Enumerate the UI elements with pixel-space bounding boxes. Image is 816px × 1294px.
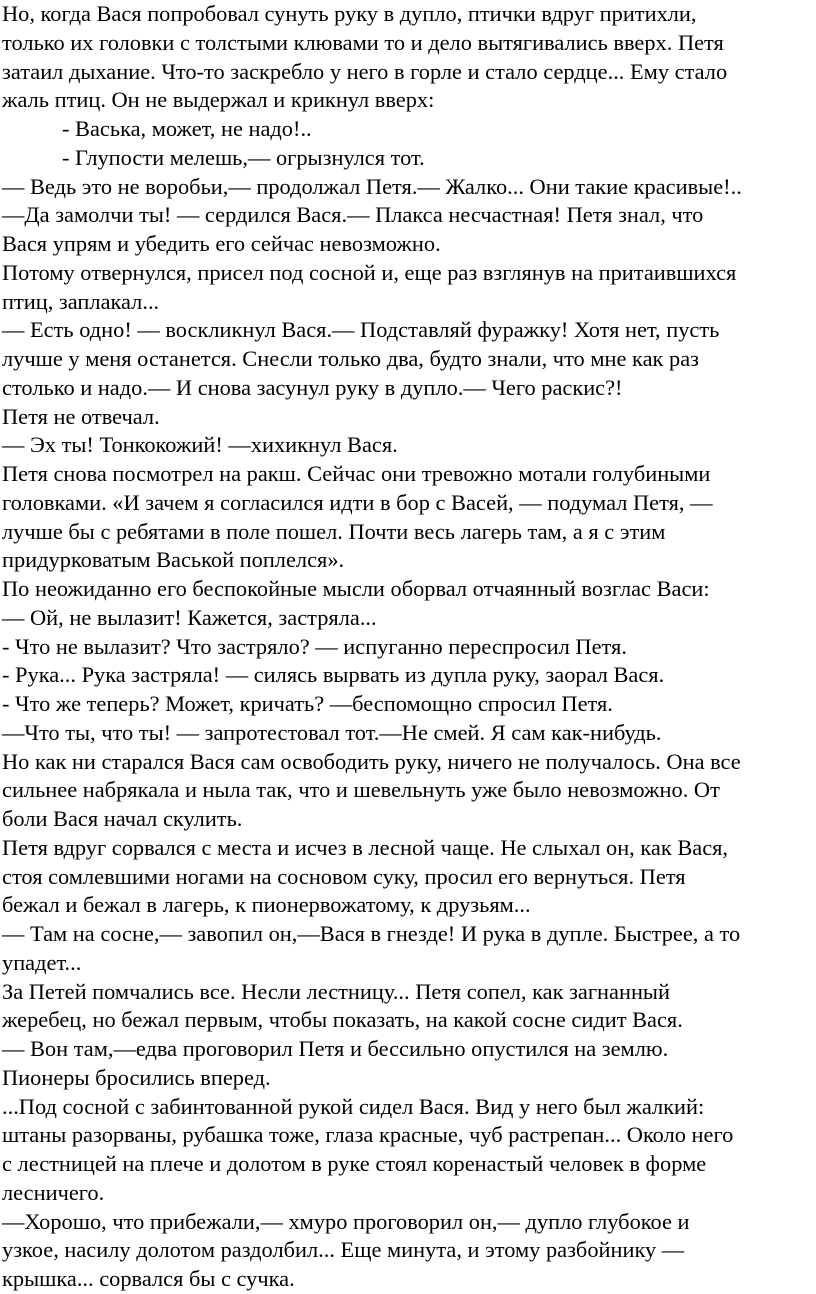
text-line-37: — Вон там,—едва проговорил Петя и бессильно опустился на землю. [2, 1036, 669, 1061]
text-line-34: упадет... [2, 949, 82, 975]
text-line-20: придурковатым Васькой поплелся». [2, 547, 345, 573]
text-line-45: крышка... сорвался бы с сучка. [2, 1266, 295, 1291]
text-line-40: штаны разорваны, рубашка тоже, глаза красные, чуб растрепан... Около него [2, 1122, 734, 1148]
text-line-10: Потому отвернулся, присел под сосной и, еще раз взглянув на притаившихся [2, 259, 737, 285]
text-line-3: затаил дыхание. Что-то заскребло у него в горле и стало сердце... Ему стало [2, 58, 728, 84]
text-line-31: стоя сомлевшими ногами на сосновом суку, просил его вернуться. Петя [2, 863, 686, 889]
text-line-30: Петя вдруг сорвался с места и исчез в лесной чаще. Не слыхал он, как Вася, [2, 834, 729, 860]
text-line-29: боли Вася начал скулить. [2, 806, 243, 831]
text-line-4: жаль птиц. Он не выдержал и крикнул вверх: [2, 87, 435, 113]
text-line-23: - Что не вылазит? Что застряло? — испуганно переспросил Петя. [2, 633, 627, 659]
text-line-32: бежал и бежал в лагерь, к пионервожатому, к друзьям... [2, 892, 531, 918]
text-line-5: - Васька, может, не надо!.. [62, 116, 312, 141]
text-line-18: головками. «И зачем я согласился идти в бор с Васей, — подумал Петя, — [2, 489, 713, 515]
text-line-43: —Хорошо, что прибежали,— хмуро проговорил он,— дупло глубокое и [2, 1208, 690, 1234]
text-line-21: По неожиданно его беспокойные мысли оборвал отчаянный возглас Васи: [2, 576, 710, 601]
text-line-24: - Рука... Рука застряла! — силясь вырвать из дупла руку, заорал Вася. [2, 662, 665, 688]
text-line-8: —Да замолчи ты! — сердился Вася.— Плакса несчастная! Петя знал, что [2, 202, 704, 228]
text-line-7: — Ведь это не воробьи,— продолжал Петя.— Жалко... Они такие красивые!.. [2, 173, 742, 199]
text-line-14: столько и надо.— И снова засунул руку в дупло.— Чего раскис?! [2, 374, 623, 400]
text-line-44: узкое, насилу долотом раздолбил... Еще минута, и этому разбойнику — [2, 1237, 685, 1263]
text-line-35: За Петей помчались все. Несли лестницу... Петя сопел, как загнанный [2, 978, 670, 1004]
text-line-12: — Есть одно! — воскликнул Вася.— Подставляй фуражку! Хотя нет, пусть [2, 317, 720, 343]
document-page [2, 0, 814, 1294]
text-line-15: Петя не отвечал. [2, 403, 160, 429]
text-line-22: — Ой, не вылазит! Кажется, застряла... [2, 604, 377, 630]
text-line-1: Но, когда Вася попробовал сунуть руку в дупло, птички вдруг притихли, [2, 1, 697, 26]
text-line-13: лучше у меня останется. Снесли только два, будто знали, что мне как раз [2, 346, 699, 371]
text-line-16: — Эх ты! Тонкокожий! —хихикнул Вася. [2, 432, 398, 458]
text-line-28: сильнее набрякала и ныла так, что и шевельнуть уже было невозможно. От [2, 777, 720, 803]
text-line-11: птиц, заплакал... [2, 288, 160, 314]
text-line-25: - Что же теперь? Может, кричать? —беспомощно спросил Петя. [2, 691, 613, 716]
text-line-36: жеребец, но бежал первым, чтобы показать, на какой сосне сидит Вася. [2, 1007, 683, 1033]
text-line-39: ...Под сосной с забинтованной рукой сидел Вася. Вид у него был жалкий: [2, 1093, 705, 1119]
text-line-27: Но как ни старался Вася сам освободить руку, ничего не получалось. Она все [2, 748, 741, 774]
text-line-26: —Что ты, что ты! — запротестовал тот.—Не смей. Я сам как-нибудь. [2, 719, 662, 745]
text-line-19: лучше бы с ребятами в поле пошел. Почти весь лагерь там, а я с этим [2, 518, 666, 544]
text-line-41: с лестницей на плече и долотом в руке стоял коренастый человек в форме [2, 1151, 707, 1176]
text-line-33: — Там на сосне,— завопил он,—Вася в гнезде! И рука в дупле. Быстрее, а то [2, 921, 741, 946]
text-line-9: Вася упрям и убедить его сейчас невозможно. [2, 231, 441, 256]
text-line-38: Пионеры бросились вперед. [2, 1064, 271, 1090]
text-line-42: лесничего. [2, 1179, 105, 1205]
text-line-6: - Глупости мелешь,— огрызнулся тот. [62, 144, 425, 170]
text-line-2: только их головки с толстыми клювами то и дело вытягивались вверх. Петя [2, 29, 724, 55]
text-line-17: Петя снова посмотрел на ракш. Сейчас они тревожно мотали голубиными [2, 461, 711, 486]
